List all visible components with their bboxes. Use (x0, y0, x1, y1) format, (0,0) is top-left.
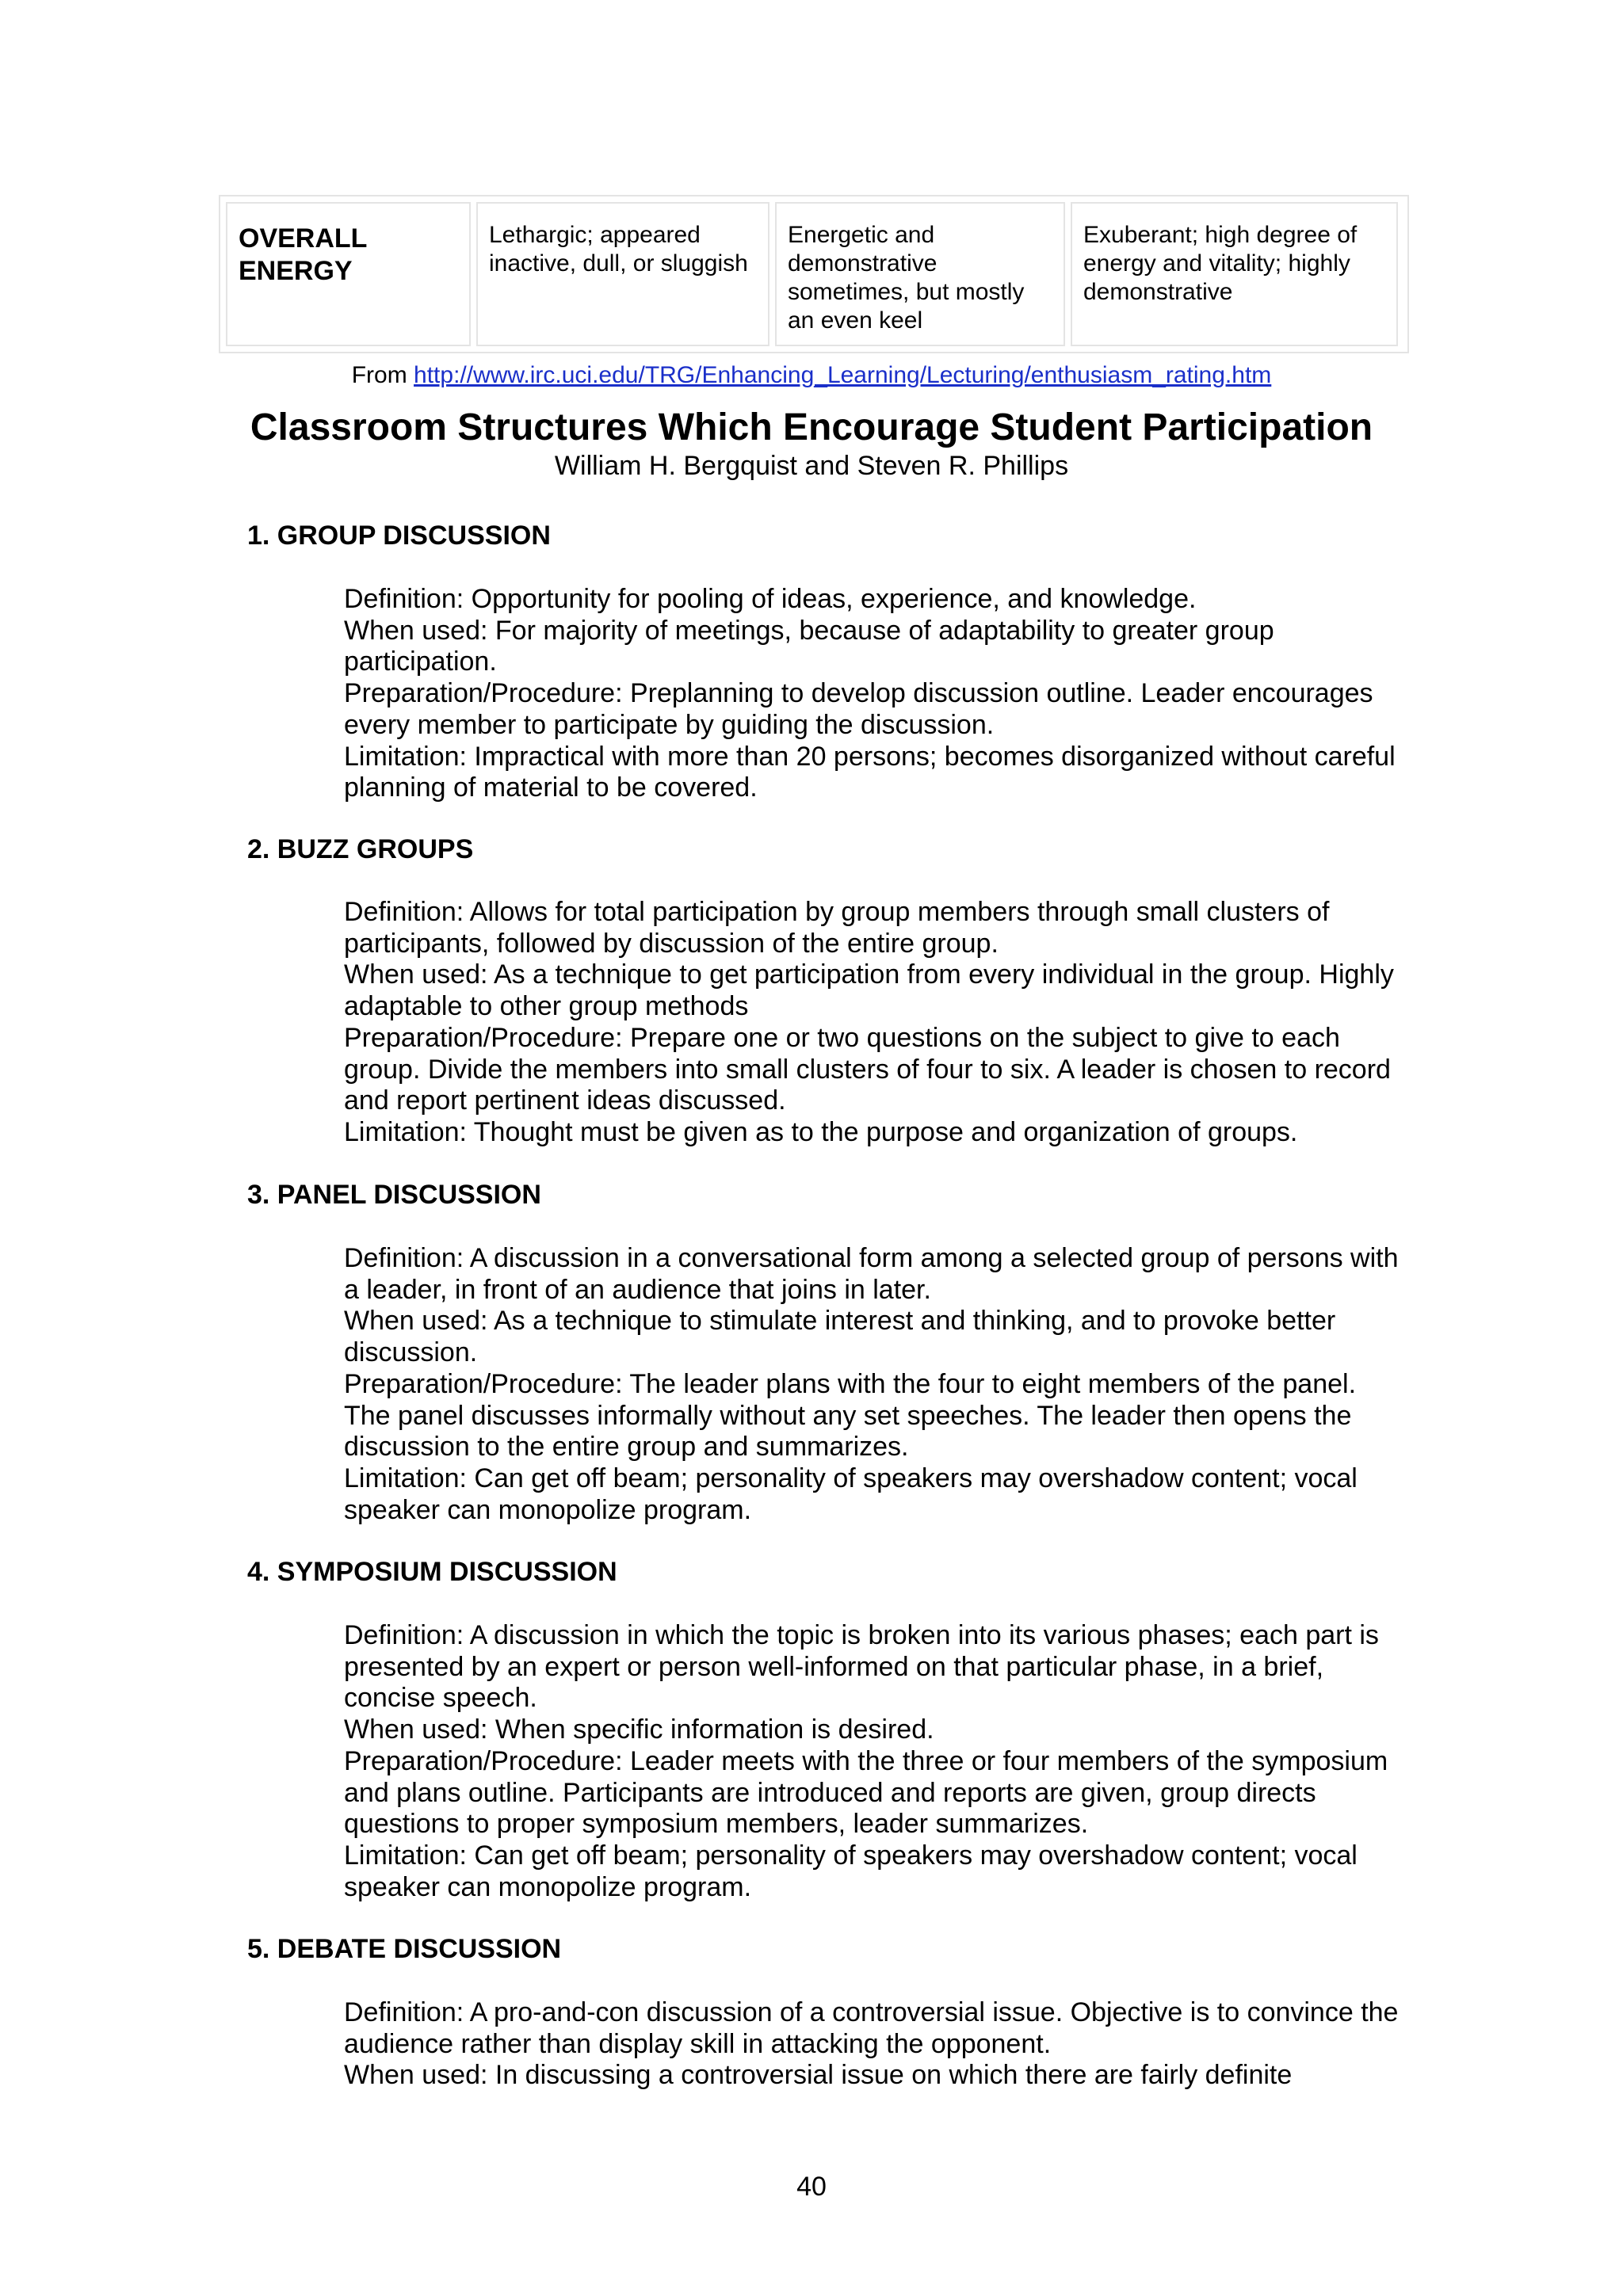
section-heading-buzz-groups: 2. BUZZ GROUPS (247, 834, 474, 864)
source-line (0, 361, 1623, 390)
limitation-text: Limitation: Thought must be given as to the purpose and organization of groups. (344, 1116, 1298, 1147)
definition-text: Definition: A discussion in which the topic is broken into its various phases; each part is presented by an expert or person well-informed on that particular phase, in a brief, concise speech. (344, 1620, 1379, 1714)
limitation-text: Limitation: Can get off beam; personality of speakers may overshadow content; vocal speaker can monopolize program. (344, 1463, 1358, 1525)
section-body-group-discussion (344, 584, 1406, 804)
page-number: 40 (796, 2172, 827, 2202)
section-body-panel-discussion (344, 1243, 1406, 1526)
limitation-text: Limitation: Can get off beam; personality of speakers may overshadow content; vocal speaker can monopolize program. (344, 1840, 1358, 1902)
when-used-text: When used: In discussing a controversial issue on which there are fairly definite (344, 2060, 1293, 2091)
section-heading-group-discussion: 1. GROUP DISCUSSION (247, 521, 551, 551)
section-body-debate-discussion (344, 1997, 1406, 2092)
section-body-symposium-discussion (344, 1620, 1406, 1903)
when-used-text: When used: When specific information is desired. (344, 1714, 934, 1745)
procedure-text: Preparation/Procedure: Preplanning to develop discussion outline. Leader encourages every member to participate by guiding the discussion. (344, 678, 1373, 740)
rating-row-label: OVERALL ENERGY (226, 202, 471, 346)
procedure-text: Preparation/Procedure: Leader meets with the three or four members of the symposium and plans outline. Participants are introduced and reports are given, group directs questions to proper symposium members, leader summarizes. (344, 1745, 1388, 1840)
source-prefix: From (351, 362, 414, 388)
document-title: Classroom Structures Which Encourage Student Participation (250, 406, 1373, 448)
limitation-text: Limitation: Impractical with more than 20 persons; becomes disorganized without careful planning of material to be covered. (344, 741, 1396, 803)
when-used-text: When used: As a technique to stimulate interest and thinking, and to provoke better discussion. (344, 1306, 1336, 1368)
definition-text: Definition: Opportunity for pooling of ideas, experience, and knowledge. (344, 584, 1197, 614)
definition-text: Definition: Allows for total participation by group members through small clusters of participants, followed by discussion of the entire group. (344, 897, 1330, 959)
when-used-text: When used: As a technique to get participation from every individual in the group. Highly adaptable to other group methods (344, 959, 1394, 1022)
when-used-text: When used: For majority of meetings, because of adaptability to greater group participation. (344, 615, 1274, 677)
rating-medium-cell: Energetic and demonstrative sometimes, but mostly an even keel (775, 202, 1065, 346)
section-heading-panel-discussion: 3. PANEL DISCUSSION (247, 1180, 541, 1210)
definition-text: Definition: A pro-and-con discussion of a controversial issue. Objective is to convince the audience rather than display skill in attacking the opponent. (344, 1997, 1399, 2059)
rating-low-cell: Lethargic; appeared inactive, dull, or sluggish (476, 202, 769, 346)
section-heading-debate-discussion: 5. DEBATE DISCUSSION (247, 1934, 562, 1964)
section-body-buzz-groups (344, 897, 1406, 1149)
document-authors: William H. Bergquist and Steven R. Phillips (554, 451, 1069, 481)
procedure-text: Preparation/Procedure: The leader plans with the four to eight members of the panel. The panel discusses informally without any set speeches. The leader then opens the discussion to the entire group and summarizes. (344, 1368, 1357, 1463)
source-link[interactable]: http://www.irc.uci.edu/TRG/Enhancing_Learning/Lecturing/enthusiasm_rating.htm (414, 362, 1272, 388)
procedure-text: Preparation/Procedure: Prepare one or two questions on the subject to give to each group. Divide the members into small clusters of four to six. A leader is chosen to record and report pertinent ideas discussed. (344, 1022, 1391, 1116)
rating-high-cell: Exuberant; high degree of energy and vitality; highly demonstrative (1071, 202, 1398, 346)
section-heading-symposium-discussion: 4. SYMPOSIUM DISCUSSION (247, 1557, 617, 1587)
enthusiasm-rating-table (219, 195, 1409, 353)
definition-text: Definition: A discussion in a conversational form among a selected group of persons with a leader, in front of an audience that joins in later. (344, 1243, 1399, 1305)
